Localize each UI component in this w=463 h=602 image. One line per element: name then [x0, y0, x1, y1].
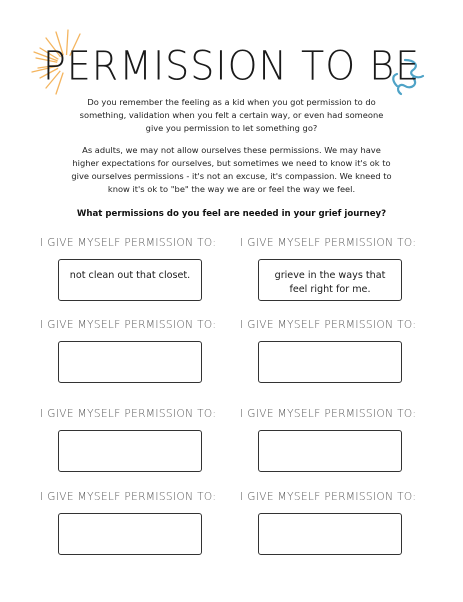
grief-question: What permissions do you feel are needed in your grief journey?: [76, 209, 387, 219]
intro-paragraph-2: As adults, we may not allow ourselves these permissions. We may have higher expectations for ourselves, but sometimes we need to know it's ok to give ourselves permissions - it's not an excuse, it's compassion. We kneed to know it's ok to "be" the way we are or feel the way we feel.: [71, 145, 392, 194]
permission-field[interactable]: not clean out that closet.: [58, 259, 202, 301]
permission-field[interactable]: [58, 430, 202, 472]
permission-field[interactable]: [258, 430, 402, 472]
permission-label: I GIVE MYSELF PERMISSION TO:: [40, 491, 217, 503]
permission-field[interactable]: [258, 341, 402, 383]
permission-field[interactable]: [58, 341, 202, 383]
permission-label: I GIVE MYSELF PERMISSION TO:: [40, 237, 217, 249]
permission-label: I GIVE MYSELF PERMISSION TO:: [240, 408, 417, 420]
permission-label: I GIVE MYSELF PERMISSION TO:: [40, 408, 217, 420]
permission-field[interactable]: grieve in the ways that feel right for me.: [258, 259, 402, 301]
permission-label: I GIVE MYSELF PERMISSION TO:: [240, 237, 417, 249]
permission-label: I GIVE MYSELF PERMISSION TO:: [240, 319, 417, 331]
page-title: PERMISSION TO BE: [42, 42, 421, 90]
permission-field[interactable]: [258, 513, 402, 555]
permission-label: I GIVE MYSELF PERMISSION TO:: [240, 491, 417, 503]
permission-label: I GIVE MYSELF PERMISSION TO:: [40, 319, 217, 331]
permission-field[interactable]: [58, 513, 202, 555]
intro-paragraph-1: Do you remember the feeling as a kid when you got permission to do something, validation when you felt a certain way, or even had someone give you permission to let something go?: [79, 97, 384, 133]
